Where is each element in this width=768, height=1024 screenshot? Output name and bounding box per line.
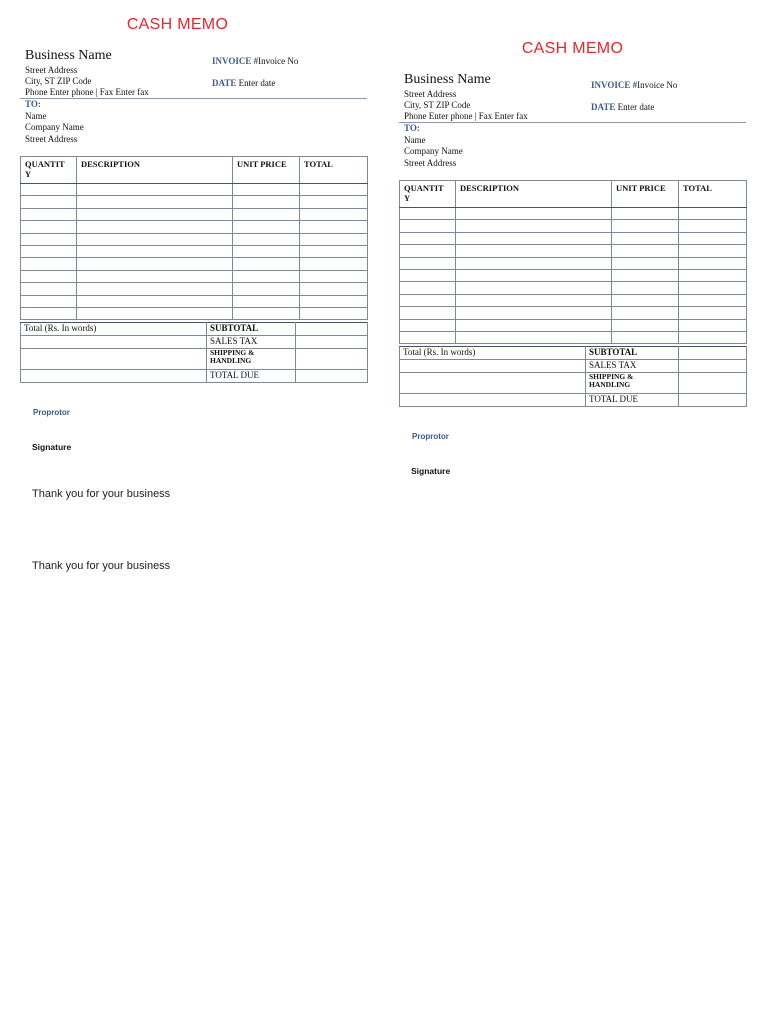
- quantity-cell[interactable]: [21, 307, 77, 319]
- recipient-company: Company Name: [25, 122, 84, 132]
- quantity-cell[interactable]: [400, 232, 456, 244]
- description-cell[interactable]: [456, 220, 612, 232]
- table-row: [400, 294, 747, 306]
- description-cell[interactable]: [456, 257, 612, 269]
- unit-price-cell[interactable]: [233, 307, 300, 319]
- description-cell[interactable]: [456, 319, 612, 331]
- total-cell[interactable]: [679, 220, 747, 232]
- total-cell[interactable]: [300, 295, 368, 307]
- table-row: [400, 269, 747, 281]
- table-row: [400, 347, 747, 360]
- signature-label: Signature: [411, 466, 451, 476]
- thank-you-note: Thank you for your business: [32, 488, 171, 500]
- subtotal-label: SUBTOTAL: [207, 323, 296, 336]
- total-cell[interactable]: [300, 258, 368, 270]
- unit-price-cell[interactable]: [233, 295, 300, 307]
- shipping-value[interactable]: [679, 373, 747, 394]
- quantity-cell[interactable]: [21, 196, 77, 208]
- quantity-cell[interactable]: [21, 283, 77, 295]
- table-row: [21, 295, 368, 307]
- table-row: [400, 245, 747, 257]
- business-address: [25, 65, 149, 98]
- total-cell[interactable]: [300, 307, 368, 319]
- quantity-cell[interactable]: [21, 208, 77, 220]
- total-cell[interactable]: [300, 196, 368, 208]
- city-line: City, ST ZIP Code: [404, 100, 471, 110]
- description-cell[interactable]: [456, 282, 612, 294]
- quantity-cell[interactable]: [400, 294, 456, 306]
- memo-title: CASH MEMO: [126, 16, 229, 33]
- quantity-cell[interactable]: [400, 269, 456, 281]
- memo-title: CASH MEMO: [521, 40, 624, 57]
- sales-tax-label: SALES TAX: [586, 360, 679, 373]
- quantity-cell[interactable]: [400, 307, 456, 319]
- table-row: [21, 349, 368, 370]
- totals-table: [20, 322, 368, 383]
- table-row: [21, 307, 368, 319]
- totals-table: [399, 346, 747, 407]
- quantity-cell[interactable]: [400, 282, 456, 294]
- recipient-company: Company Name: [404, 146, 463, 156]
- invoice-value: Invoice No: [637, 80, 678, 90]
- blank-cell: [21, 336, 207, 349]
- total-cell[interactable]: [300, 270, 368, 282]
- proprietor-label: Proprotor: [412, 432, 449, 441]
- total-in-words[interactable]: Total (Rs. In words): [21, 323, 207, 336]
- description-cell[interactable]: [77, 258, 233, 270]
- recipient-block: [404, 123, 463, 169]
- total-cell[interactable]: [679, 294, 747, 306]
- total-due-value[interactable]: [296, 370, 368, 383]
- col-unit-price: UNIT PRICE: [233, 157, 300, 184]
- description-cell[interactable]: [77, 233, 233, 245]
- unit-price-cell[interactable]: [233, 270, 300, 282]
- table-row: [21, 184, 368, 196]
- recipient-name: Name: [404, 134, 426, 145]
- description-cell[interactable]: [456, 307, 612, 319]
- description-cell[interactable]: [77, 221, 233, 233]
- total-cell[interactable]: [300, 233, 368, 245]
- quantity-cell[interactable]: [21, 270, 77, 282]
- unit-price-cell[interactable]: [233, 258, 300, 270]
- date-label: DATE: [212, 78, 237, 88]
- total-due-value[interactable]: [679, 394, 747, 407]
- total-cell[interactable]: [679, 257, 747, 269]
- description-cell[interactable]: [456, 208, 612, 220]
- blank-cell: [21, 349, 207, 370]
- total-cell[interactable]: [679, 208, 747, 220]
- total-due-label: TOTAL DUE: [207, 370, 296, 383]
- table-row: [21, 258, 368, 270]
- recipient-street: Street Address: [404, 157, 457, 168]
- quantity-cell[interactable]: [400, 331, 456, 343]
- unit-price-cell[interactable]: [233, 208, 300, 220]
- description-cell[interactable]: [77, 307, 233, 319]
- unit-price-cell[interactable]: [612, 220, 679, 232]
- unit-price-cell[interactable]: [612, 307, 679, 319]
- city-line: City, ST ZIP Code: [25, 76, 92, 86]
- table-header: [21, 157, 368, 184]
- line-items-table: [399, 180, 747, 344]
- total-cell[interactable]: [300, 208, 368, 220]
- quantity-cell[interactable]: [400, 208, 456, 220]
- unit-price-cell[interactable]: [233, 184, 300, 196]
- unit-price-cell[interactable]: [233, 233, 300, 245]
- date-field: [591, 102, 654, 112]
- table-row: [21, 221, 368, 233]
- blank-cell: [400, 373, 586, 394]
- unit-price-cell[interactable]: [233, 221, 300, 233]
- business-name: Business Name: [25, 48, 112, 63]
- unit-price-cell[interactable]: [612, 245, 679, 257]
- table-header: [400, 181, 747, 208]
- invoice-value: Invoice No: [258, 56, 299, 66]
- col-description: DESCRIPTION: [77, 157, 233, 184]
- total-due-label: TOTAL DUE: [586, 394, 679, 407]
- subtotal-value[interactable]: [296, 323, 368, 336]
- unit-price-cell[interactable]: [233, 245, 300, 257]
- recipient-street: Street Address: [25, 133, 78, 144]
- table-row: [400, 307, 747, 319]
- shipping-label: SHIPPING & HANDLING: [586, 373, 679, 394]
- description-cell[interactable]: [77, 196, 233, 208]
- quantity-cell[interactable]: [400, 319, 456, 331]
- table-row: [21, 196, 368, 208]
- quantity-cell[interactable]: [400, 257, 456, 269]
- to-label: TO:: [404, 123, 420, 133]
- table-row: [21, 323, 368, 336]
- col-quantity: QUANTIT Y: [21, 157, 77, 184]
- quantity-cell[interactable]: [400, 245, 456, 257]
- total-cell[interactable]: [300, 283, 368, 295]
- description-cell[interactable]: [77, 184, 233, 196]
- blank-cell: [400, 360, 586, 373]
- description-cell[interactable]: [77, 295, 233, 307]
- unit-price-cell[interactable]: [612, 208, 679, 220]
- business-address: [404, 89, 528, 122]
- table-row: [21, 336, 368, 349]
- col-quantity: QUANTIT Y: [400, 181, 456, 208]
- quantity-cell[interactable]: [21, 295, 77, 307]
- quantity-cell[interactable]: [21, 245, 77, 257]
- line-items-table: [20, 156, 368, 320]
- col-total: TOTAL: [300, 157, 368, 184]
- total-cell[interactable]: [679, 319, 747, 331]
- to-label: TO:: [25, 99, 41, 109]
- table-row: [21, 233, 368, 245]
- total-cell[interactable]: [679, 232, 747, 244]
- quantity-cell[interactable]: [21, 221, 77, 233]
- business-name: Business Name: [404, 72, 491, 87]
- description-cell[interactable]: [77, 283, 233, 295]
- table-row: [400, 282, 747, 294]
- description-cell[interactable]: [456, 294, 612, 306]
- invoice-label: INVOICE #: [212, 56, 259, 66]
- table-row: [21, 208, 368, 220]
- street-address: Street Address: [404, 89, 457, 99]
- recipient-block: [25, 99, 84, 145]
- date-value: Enter date: [617, 102, 655, 112]
- col-total: TOTAL: [679, 181, 747, 208]
- phone-line: Phone Enter phone | Fax Enter fax: [25, 87, 149, 97]
- table-row: [400, 232, 747, 244]
- invoice-field: [591, 80, 677, 90]
- col-unit-price: UNIT PRICE: [612, 181, 679, 208]
- unit-price-cell[interactable]: [612, 269, 679, 281]
- blank-cell: [21, 370, 207, 383]
- table-body: [400, 208, 747, 344]
- table-row: [400, 257, 747, 269]
- unit-price-cell[interactable]: [612, 331, 679, 343]
- unit-price-cell[interactable]: [233, 196, 300, 208]
- thank-you-note: Thank you for your business: [32, 560, 171, 572]
- total-cell[interactable]: [679, 282, 747, 294]
- table-row: [21, 283, 368, 295]
- unit-price-cell[interactable]: [233, 283, 300, 295]
- table-row: [400, 394, 747, 407]
- sales-tax-value[interactable]: [296, 336, 368, 349]
- table-row: [400, 208, 747, 220]
- date-value: Enter date: [238, 78, 276, 88]
- table-row: [400, 319, 747, 331]
- quantity-cell[interactable]: [21, 258, 77, 270]
- quantity-cell[interactable]: [400, 220, 456, 232]
- sales-tax-label: SALES TAX: [207, 336, 296, 349]
- unit-price-cell[interactable]: [612, 319, 679, 331]
- description-cell[interactable]: [456, 232, 612, 244]
- table-row: [21, 370, 368, 383]
- shipping-value[interactable]: [296, 349, 368, 370]
- description-cell[interactable]: [456, 269, 612, 281]
- quantity-cell[interactable]: [21, 184, 77, 196]
- table-row: [400, 220, 747, 232]
- unit-price-cell[interactable]: [612, 232, 679, 244]
- quantity-cell[interactable]: [21, 233, 77, 245]
- date-label: DATE: [591, 102, 616, 112]
- description-cell[interactable]: [77, 245, 233, 257]
- description-cell[interactable]: [456, 245, 612, 257]
- total-cell[interactable]: [679, 307, 747, 319]
- table-body: [21, 184, 368, 320]
- invoice-label: INVOICE #: [591, 80, 638, 90]
- invoice-field: [212, 56, 298, 66]
- total-cell[interactable]: [679, 245, 747, 257]
- street-address: Street Address: [25, 65, 78, 75]
- shipping-label: SHIPPING & HANDLING: [207, 349, 296, 370]
- sales-tax-value[interactable]: [679, 360, 747, 373]
- description-cell[interactable]: [77, 208, 233, 220]
- description-cell[interactable]: [77, 270, 233, 282]
- description-cell[interactable]: [456, 331, 612, 343]
- table-row: [400, 373, 747, 394]
- table-row: [21, 270, 368, 282]
- unit-price-cell[interactable]: [612, 294, 679, 306]
- proprietor-label: Proprotor: [33, 408, 70, 417]
- blank-cell: [400, 394, 586, 407]
- col-description: DESCRIPTION: [456, 181, 612, 208]
- unit-price-cell[interactable]: [612, 257, 679, 269]
- total-cell[interactable]: [300, 184, 368, 196]
- signature-label: Signature: [32, 442, 72, 452]
- subtotal-label: SUBTOTAL: [586, 347, 679, 360]
- total-cell[interactable]: [679, 269, 747, 281]
- table-row: [21, 245, 368, 257]
- table-row: [400, 360, 747, 373]
- subtotal-value[interactable]: [679, 347, 747, 360]
- unit-price-cell[interactable]: [612, 282, 679, 294]
- total-cell[interactable]: [300, 245, 368, 257]
- total-in-words[interactable]: Total (Rs. In words): [400, 347, 586, 360]
- total-cell[interactable]: [679, 331, 747, 343]
- total-cell[interactable]: [300, 221, 368, 233]
- phone-line: Phone Enter phone | Fax Enter fax: [404, 111, 528, 121]
- date-field: [212, 78, 275, 88]
- recipient-name: Name: [25, 110, 47, 121]
- table-row: [400, 331, 747, 343]
